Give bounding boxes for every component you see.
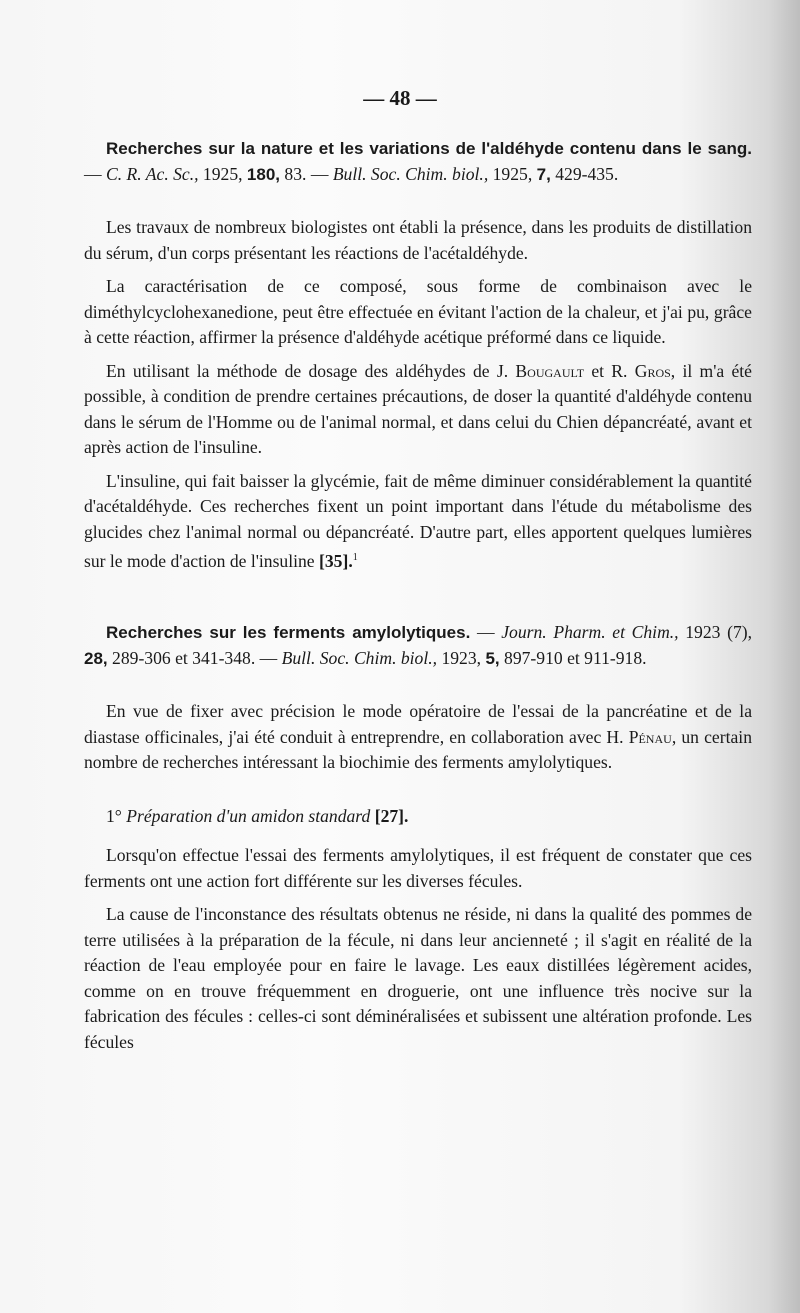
citation-year: 1923 (7), — [685, 622, 753, 643]
citation-year: 1925, — [492, 163, 533, 184]
text-run: En vue de fixer avec précision le mode opératoire de l'essai de la pancréatine et de la diastase officinales, j'ai été conduit à entreprendre, en collaboration avec H. — [84, 701, 752, 747]
text-run: , il m'a été possible, à condition de prendre certaines précautions, de doser la quantité d'aldéhyde contenu dans le sérum de l'Homme ou de l'animal normal, et dans celui du Chien dépancréaté, avant et après action de l'insuline. — [84, 360, 752, 457]
section-heading-amylolytic: Recherches sur les ferments amylolytiques. — Journ. Pharm. et Chim., 1923 (7), 28, 289-306 et 341-348. — Bull. Soc. Chim. biol., 1923, 5, 897-910 et 911-918. — [84, 622, 753, 668]
text-run: En utilisant la méthode de dosage des aldéhydes de J. — [106, 360, 509, 381]
subsection-title: Préparation d'un amidon standard — [126, 805, 371, 826]
reference-number: [27]. — [374, 805, 409, 826]
paragraph — [84, 359, 752, 461]
text-run: , un certain nombre de recherches intéressant la biochimie des ferments amylolytiques. — [84, 726, 752, 773]
citation-pages: 897-910 et 911-918. — [504, 647, 647, 668]
citation-volume: 7, — [536, 164, 551, 184]
paragraph — [84, 469, 752, 575]
citation-pages: 83. — [284, 163, 307, 184]
footnote-marker: 1 — [352, 552, 358, 563]
paragraph: La cause de l'inconstance des résultats obtenus ne réside, ni dans la qualité des pommes de terre utilisées à la préparation de la fécule, ni dans leur ancienneté ; il s'agit en réalité de la réaction de l'eau employée pour en faire le lavage. Les eaux distillées légèrement acides, comme on en trouve fréquemment en droguerie, ont une influence très nocive sur la fabrication des fécules : celles-ci sont déminéralisées et subissent une altération profonde. Les fécules — [84, 904, 752, 1052]
subsection-number: 1° — [106, 805, 122, 826]
page-body — [84, 136, 752, 1063]
citation-journal: Bull. Soc. Chim. biol., — [281, 647, 438, 668]
paragraph — [84, 699, 752, 776]
citation-volume: 180, — [246, 164, 281, 184]
text-run: et R. — [591, 360, 628, 381]
citation-journal: C. R. Ac. Sc., — [106, 163, 199, 184]
author-name: Bougault — [515, 360, 585, 381]
paragraph: La caractérisation de ce composé, sous forme de combinaison avec le diméthylcyclohexanedione, peut être effectuée en évitant l'action de la chaleur, et j'ai pu, grâce à cette réaction, affirmer la présence d'aldéhyde acétique préformé dans ce liquide. — [84, 276, 752, 347]
page-number: — 48 — — [363, 86, 437, 110]
citation-pages: 429-435. — [555, 163, 619, 184]
subsection-heading — [84, 804, 752, 830]
citation-year: 1923, — [441, 647, 482, 668]
citation-volume: 28, — [84, 648, 108, 668]
citation-volume: 5, — [485, 648, 500, 668]
author-name: Pénau — [628, 726, 672, 747]
paragraph: Lorsqu'on effectue l'essai des ferments amylolytiques, il est fréquent de constater que ces ferments ont une action fort différente sur les diverses fécules. — [84, 845, 752, 891]
citation-year: 1925, — [202, 163, 243, 184]
section-heading-aldehyde: Recherches sur la nature et les variations de l'aldéhyde contenu dans le sang. — C. R. Ac. Sc., 1925, 180, 83. — Bull. Soc. Chim. biol., 1925, 7, 429-435. — [84, 139, 752, 184]
section-title: Recherches sur les ferments amylolytiques. — [106, 623, 471, 643]
citation-journal: Journ. Pharm. et Chim., — [501, 622, 679, 643]
section-title: Recherches sur la nature et les variations de l'aldéhyde contenu dans le sang. — [106, 139, 752, 158]
reference-number: [35]. — [319, 550, 353, 571]
author-name: Gros — [634, 360, 671, 381]
citation-pages: 289-306 et 341-348. — [112, 647, 256, 668]
paragraph: Les travaux de nombreux biologistes ont établi la présence, dans les produits de distillation du sérum, d'un corps présentant les réactions de l'acétaldéhyde. — [84, 217, 752, 263]
citation-journal: Bull. Soc. Chim. biol., — [332, 163, 489, 184]
text-run: L'insuline, qui fait baisser la glycémie, fait de même diminuer considérablement la quantité d'acétaldéhyde. Ces recherches fixent un point important dans l'étude du métabolisme des glucides chez l'animal normal ou dépancréaté. D'autre part, elles apportent quelques lumières sur le mode d'action de l'insuline — [84, 470, 752, 571]
